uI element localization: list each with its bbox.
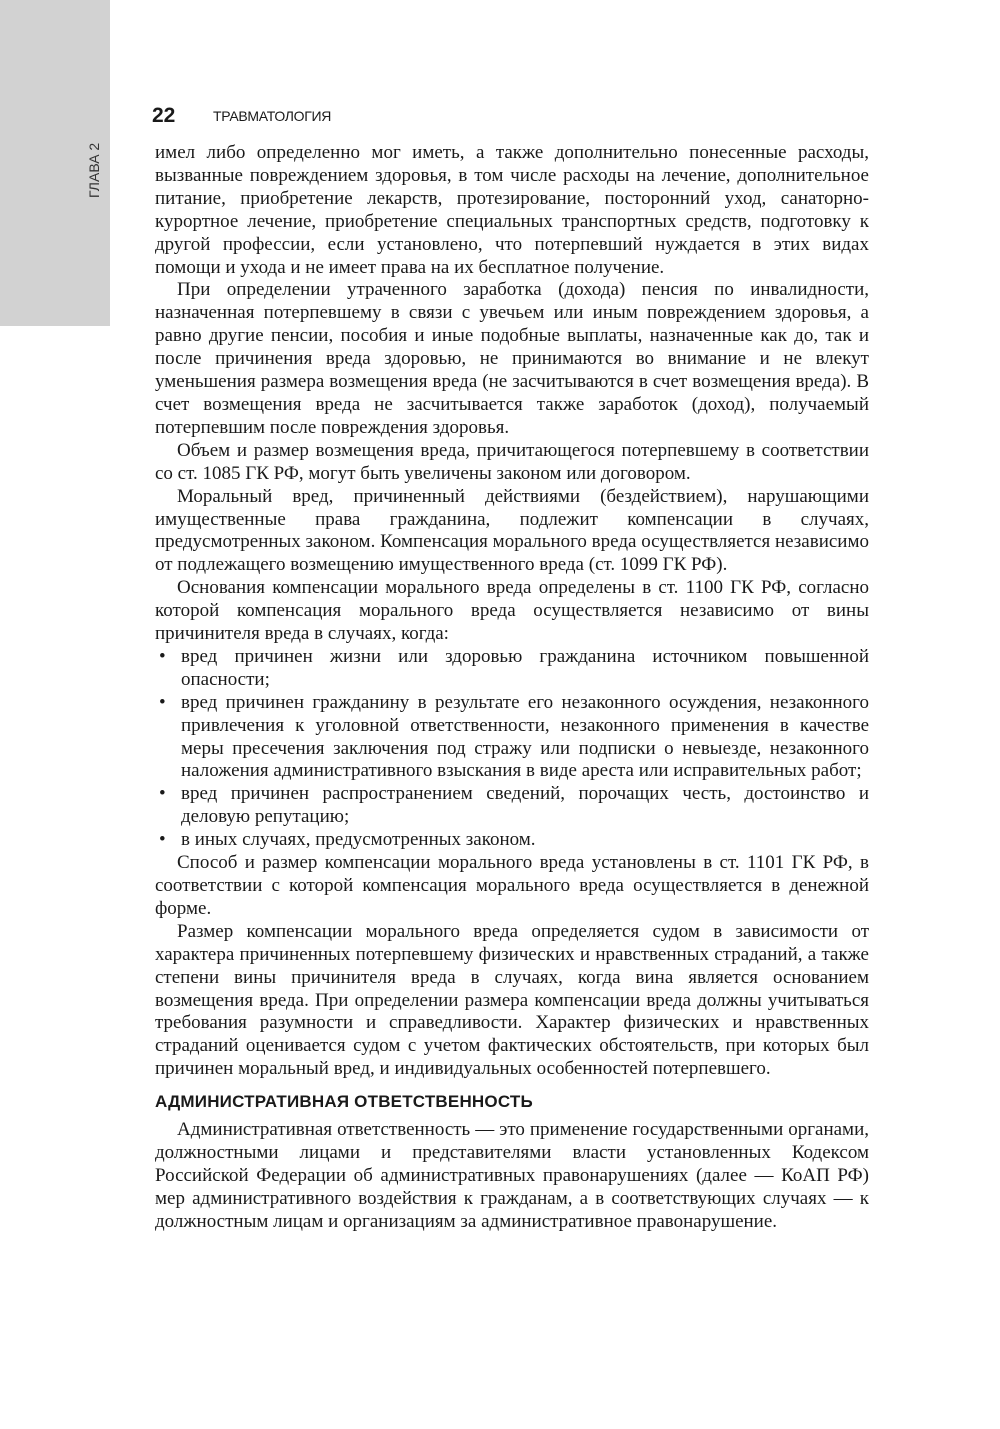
page-number: 22 xyxy=(152,104,176,127)
bullet-list xyxy=(155,646,869,852)
chapter-label: ГЛАВА 2 xyxy=(86,142,102,198)
paragraph: Объем и размер возмещения вреда, причитающегося потерпевшему в соответствии со ст. 1085 ГК РФ, могут быть увеличены законом или договором. xyxy=(155,439,869,484)
list-item: • вред причинен гражданину в результате его незаконного осуждения, незаконного привлечения к уголовной ответственности, незаконного применения в качестве меры пресечения заключения под стражу или подписки о невыезде, незаконного наложения административного взыскания в виде ареста или исправительных работ; xyxy=(155,692,869,784)
paragraph: Моральный вред, причиненный действиями (бездействием), нарушающими имущественные права гражданина, подлежит компенсации в случаях, предусмотренных законом. Компенсация морального вреда осуществляется независимо от подлежащего возмещению имущественного вреда (ст. 1099 ГК РФ). xyxy=(155,485,869,576)
list-item: • вред причинен распространением сведений, порочащих честь, достоинство и деловую репутацию; xyxy=(155,783,869,829)
paragraph: Основания компенсации морального вреда определены в ст. 1100 ГК РФ, согласно которой компенсация морального вреда осуществляется независимо от вины причинителя вреда в случаях, когда: xyxy=(155,577,869,645)
paragraph: Способ и размер компенсации морального вреда установлены в ст. 1101 ГК РФ, в соответствии с которой компенсация морального вреда осуществляется в денежной форме. xyxy=(155,852,869,919)
paragraph: Административная ответственность — это применение государственными органами, должностными лицами и представителями власти установленных Кодексом Российской Федерации об административных правонарушениях (далее — КоАП РФ) мер административного воздействия к гражданам, а в соответствующих случаях — к должностным лицам и организациям за административное правонарушение. xyxy=(155,1119,869,1232)
paragraph: Размер компенсации морального вреда определяется судом в зависимости от характера причиненных потерпевшему физических и нравственных страданий, а также степени вины причинителя вреда в случаях, когда вина является основанием возмещения вреда. При определении размера компенсации вреда должны учитываться требования разумности и справедливости. Характер физических и нравственных страданий оценивается судом с учетом фактических обстоятельств, при которых был причинен моральный вред, и индивидуальных особенностей потерпевшего. xyxy=(155,920,869,1080)
section-heading: АДМИНИСТРАТИВНАЯ ОТВЕТСТВЕННОСТЬ xyxy=(155,1092,533,1112)
paragraph: имел либо определенно мог иметь, а также дополнительно понесенные расходы, вызванные повреждением здоровья, в том числе расходы на лечение, дополнительное питание, приобретение лекарств, протезирование, посторонний уход, санаторно-курортное лечение, приобретение специальных транспортных средств, подготовку к другой профессии, если установлено, что потерпевший нуждается в этих видах помощи и ухода и не имеет права на их бесплатное получение. xyxy=(155,142,869,278)
list-item: • вред причинен жизни или здоровью гражданина источником повышенной опасности; xyxy=(155,646,869,692)
paragraph: При определении утраченного заработка (дохода) пенсия по инвалидности, назначенная потерпевшему в связи с увечьем или иным повреждением здоровья, а равно другие пенсии, пособия и иные подобные выплаты, назначенные как до, так и после причинения вреда здоровью, не принимаются во внимание и не влекут уменьшения размера возмещения вреда (не засчитываются в счет возмещения вреда). В счет возмещения вреда не засчитывается также заработок (доход), получаемый потерпевшим после повреждения здоровья. xyxy=(155,279,869,438)
page-body xyxy=(155,142,869,1234)
list-item: • в иных случаях, предусмотренных законом. xyxy=(155,829,869,852)
running-title: ТРАВМАТОЛОГИЯ xyxy=(213,108,332,124)
